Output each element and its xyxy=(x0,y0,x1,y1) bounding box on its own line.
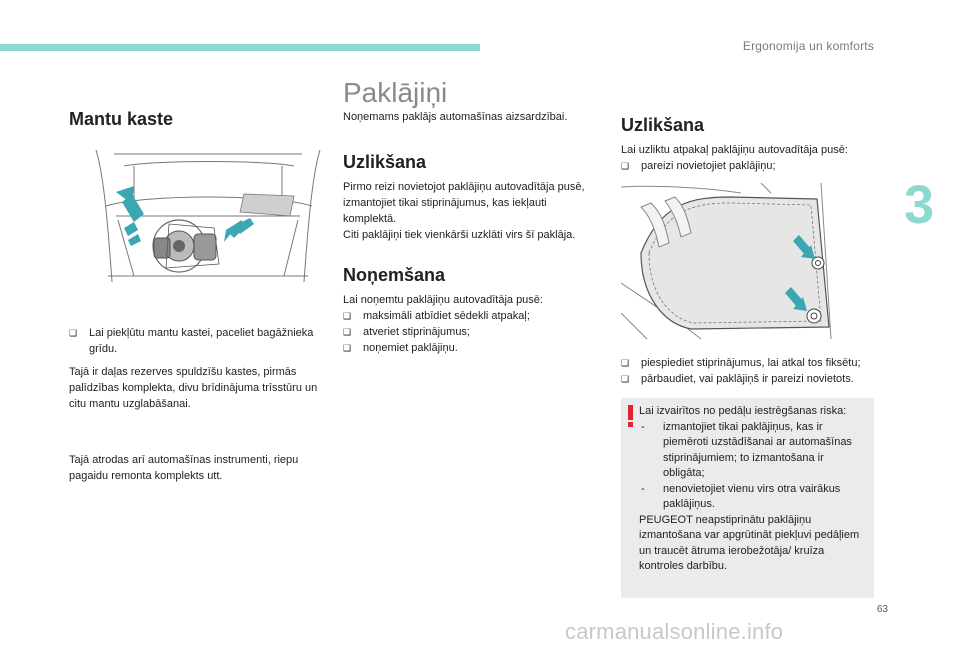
trunk-drawing xyxy=(94,146,322,288)
top-accent-bar xyxy=(0,44,480,51)
spare-wheel-toolkit xyxy=(153,220,219,272)
section-title-install-back: Uzlikšana xyxy=(621,115,705,135)
warning-note: PEUGEOT neapstiprinātu paklājiņu izmantošana var apgrūtināt piekļuvi pedāļiem un traucēt ātruma ierobežotāja/ kruīza kontroles darbību. xyxy=(639,513,860,572)
arrow-up-left xyxy=(114,182,144,246)
chapter-title: Ergonomija un komforts xyxy=(742,39,874,53)
section-title-storage-box: Mantu kaste xyxy=(69,109,174,129)
warning-intro: Lai izvairītos no pedāļu iestrēgšanas riska: xyxy=(639,405,847,417)
trunk-illustration xyxy=(94,146,322,288)
remove-intro: Lai noņemtu paklājiņu autovadītāja pusē: xyxy=(343,294,543,306)
checkbox-bullet-icon: ❑ xyxy=(621,358,630,368)
checkbox-bullet-icon: ❑ xyxy=(621,374,630,384)
section-title-install: Uzlikšana xyxy=(343,152,427,172)
floor-mat-illustration xyxy=(621,183,849,340)
warning-item: - nenovietojiet vienu virs otra vairākus paklājiņus. xyxy=(641,482,841,510)
install-text: Pirmo reizi novietojot paklājiņu autovadītāja pusē, izmantojiet tikai stiprinājumus, kas iekļauti komplektā. xyxy=(343,181,585,225)
bullet-item: ❑ piespiediet stiprinājumus, lai atkal tos fiksētu; xyxy=(621,357,861,369)
floor-mat-drawing xyxy=(621,183,849,340)
chapter-number: 3 xyxy=(903,175,934,235)
warning-text xyxy=(639,404,866,575)
install-back-bullets xyxy=(621,355,881,387)
watermark: carmanualsonline.info xyxy=(565,619,784,644)
bullet-item: ❑ noņemiet paklājiņu. xyxy=(343,342,458,354)
bullet-item: ❑ Lai piekļūtu mantu kastei, paceliet bagāžnieka grīdu. xyxy=(69,327,314,355)
page-title-floor-mats: Paklājiņi xyxy=(343,77,448,108)
checkbox-bullet-icon: ❑ xyxy=(343,343,352,353)
storage-box-bullets xyxy=(69,325,319,357)
bullet-item: ❑ pārbaudiet, vai paklājiņš ir pareizi novietots. xyxy=(621,373,854,385)
install-text-2: Citi paklājiņi tiek vienkārši uzklāti virs šī paklāja. xyxy=(343,229,576,241)
bullet-item: ❑ maksimāli atbīdiet sēdekli atpakaļ; xyxy=(343,310,530,322)
storage-box-para-1: Tajā ir daļas rezerves spuldzīšu kastes, pirmās palīdzības komplekta, divu brīdinājuma trīsstūru un citu mantu uzglabāšanai. xyxy=(69,366,318,410)
bullet-item: ❑ pareizi novietojiet paklājiņu; xyxy=(621,160,776,172)
remove-bullets xyxy=(343,308,603,356)
warning-box xyxy=(621,398,874,598)
storage-box-para-2: Tajā atrodas arī automašīnas instrumenti, riepu pagaidu remonta komplekts utt. xyxy=(69,454,299,482)
exclamation-icon xyxy=(628,405,633,427)
install-back-bullet-top xyxy=(621,158,881,174)
checkbox-bullet-icon: ❑ xyxy=(343,311,352,321)
bullet-item: ❑ atveriet stiprinājumus; xyxy=(343,326,470,338)
section-title-remove: Noņemšana xyxy=(343,265,446,285)
checkbox-bullet-icon: ❑ xyxy=(621,161,630,171)
arrow-down-left xyxy=(224,218,254,242)
floor-mats-intro: Noņemams paklājs automašīnas aizsardzībai. xyxy=(343,111,568,123)
page-number: 63 xyxy=(876,604,888,615)
checkbox-bullet-icon: ❑ xyxy=(343,327,352,337)
install-back-intro: Lai uzliktu atpakaļ paklājiņu autovadītāja pusē: xyxy=(621,144,848,156)
fastener-icon xyxy=(807,309,821,323)
warning-item: - izmantojiet tikai paklājiņus, kas ir piemēroti uzstādīšanai ar automašīnas stiprinājumiem; to izmantošana ir obligāta; xyxy=(641,420,852,479)
checkbox-bullet-icon: ❑ xyxy=(69,328,78,338)
